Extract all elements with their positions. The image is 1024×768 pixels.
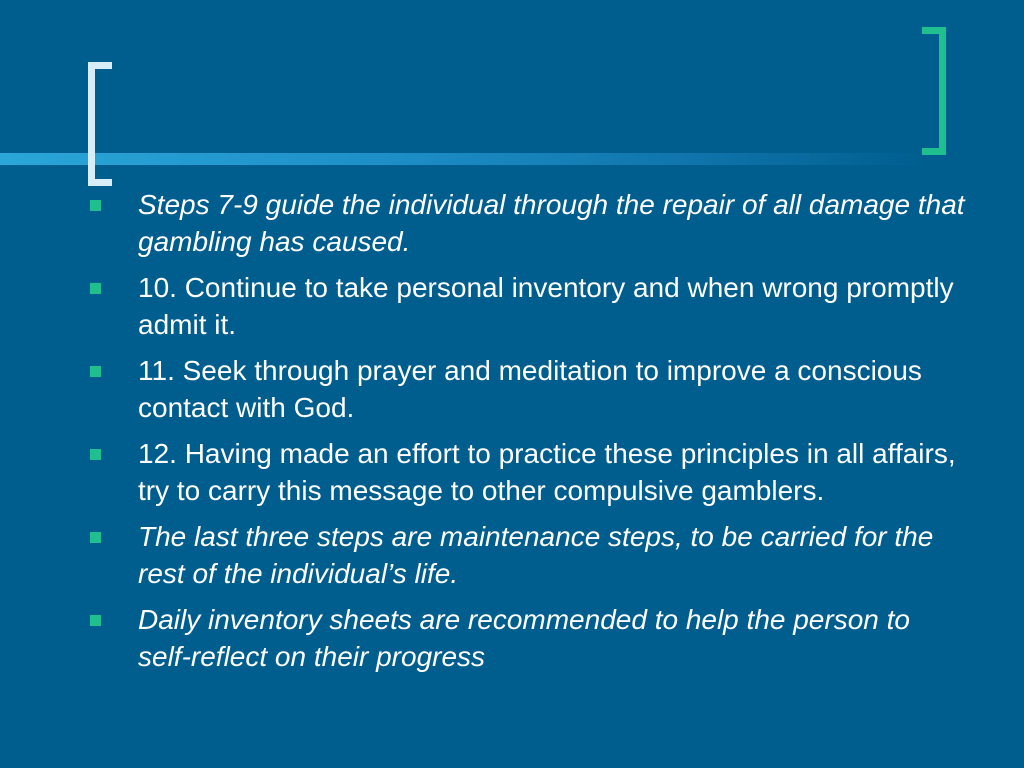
bullet-text: Steps 7-9 guide the individual through the repair of all damage that gambling has caused. xyxy=(138,189,965,257)
square-bullet-icon xyxy=(90,532,101,543)
bullet-item xyxy=(88,601,968,675)
bullet-text: 12. Having made an effort to practice these principles in all affairs, try to carry this message to other compulsive gamblers. xyxy=(138,438,956,506)
bullet-item xyxy=(88,518,968,592)
bullet-text: 10. Continue to take personal inventory and when wrong promptly admit it. xyxy=(138,272,954,340)
bullet-text: 11. Seek through prayer and meditation to improve a conscious contact with God. xyxy=(138,355,922,423)
left-bracket-decoration xyxy=(88,62,112,186)
slide-body xyxy=(88,186,968,684)
right-bracket-decoration xyxy=(922,27,946,155)
bullet-text: Daily inventory sheets are recommended to help the person to self-reflect on their progress xyxy=(138,604,910,672)
square-bullet-icon xyxy=(90,366,101,377)
square-bullet-icon xyxy=(90,200,101,211)
bullet-item xyxy=(88,186,968,260)
square-bullet-icon xyxy=(90,615,101,626)
bullet-item xyxy=(88,269,968,343)
bullet-item xyxy=(88,352,968,426)
square-bullet-icon xyxy=(90,449,101,460)
bullet-item xyxy=(88,435,968,509)
decorative-horizontal-bar xyxy=(0,153,930,165)
bullet-text: The last three steps are maintenance steps, to be carried for the rest of the individual’s life. xyxy=(138,521,934,589)
square-bullet-icon xyxy=(90,283,101,294)
bullet-list xyxy=(88,186,968,675)
